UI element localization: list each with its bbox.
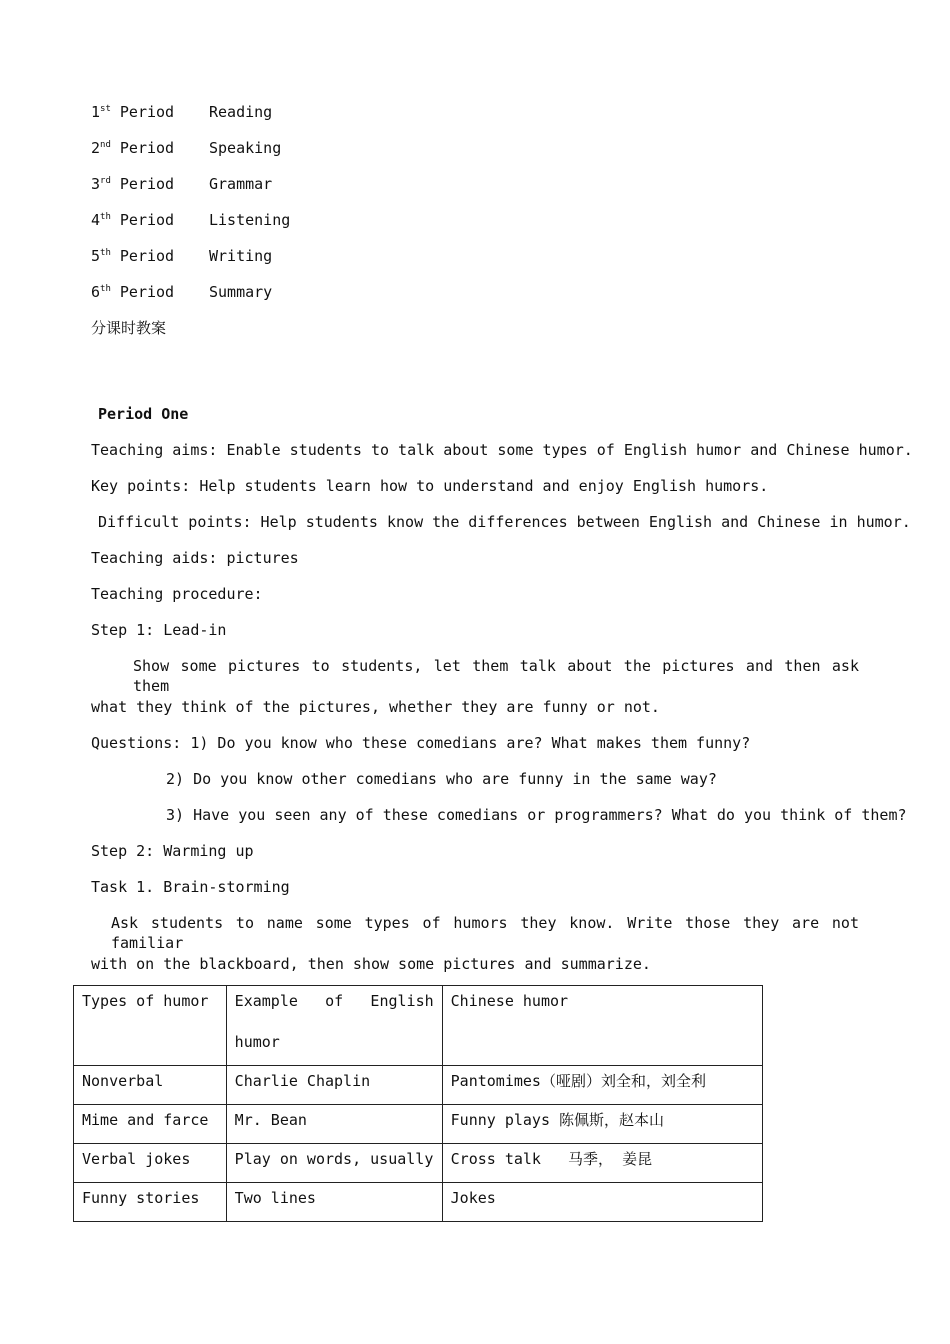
cell-english: Charlie Chaplin bbox=[226, 1066, 442, 1105]
section-title: 分课时教案 bbox=[91, 319, 167, 337]
period-row bbox=[91, 174, 290, 210]
cell-type: Funny stories bbox=[74, 1183, 227, 1222]
table-row bbox=[74, 1105, 763, 1144]
difficult-points: Difficult points: Help students know the differences between English and Chinese in humor. bbox=[98, 513, 911, 531]
period-ordinal: th bbox=[100, 212, 111, 222]
teaching-procedure: Teaching procedure: bbox=[91, 585, 263, 603]
question-3: 3) Have you seen any of these comedians or programmers? What do you think of them? bbox=[166, 806, 907, 824]
period-number: 1 bbox=[91, 103, 101, 121]
period-number: 3 bbox=[91, 175, 101, 193]
period-number: 6 bbox=[91, 283, 101, 301]
period-ordinal: rd bbox=[100, 176, 111, 186]
cell-type: Verbal jokes bbox=[74, 1144, 227, 1183]
period-ordinal: th bbox=[100, 284, 111, 294]
period-word: Period bbox=[119, 139, 175, 157]
question-2: 2) Do you know other comedians who are funny in the same way? bbox=[166, 770, 717, 788]
period-number: 5 bbox=[91, 247, 101, 265]
period-word: Period bbox=[119, 247, 175, 265]
period-word: Period bbox=[119, 175, 175, 193]
teaching-aims: Teaching aims: Enable students to talk about some types of English humor and Chinese humor. bbox=[91, 441, 913, 459]
cell-chinese: Pantomimes（哑剧）刘全和，刘全利 bbox=[442, 1066, 762, 1105]
cell-english: Two lines bbox=[226, 1183, 442, 1222]
cell-type: Nonverbal bbox=[74, 1066, 227, 1105]
task-1-paragraph-line1: Ask students to name some types of humors they know. Write those they are not familiar bbox=[111, 914, 859, 952]
step-1-heading: Step 1: Lead-in bbox=[91, 621, 227, 639]
period-number: 4 bbox=[91, 211, 101, 229]
cell-chinese: Jokes bbox=[442, 1183, 762, 1222]
period-word: Period bbox=[119, 283, 175, 301]
cell-english: Play on words, usually bbox=[226, 1144, 442, 1183]
step-1-paragraph-line1: Show some pictures to students, let them talk about the pictures and then ask them bbox=[133, 657, 859, 695]
table-row bbox=[74, 1183, 763, 1222]
period-ordinal: nd bbox=[100, 140, 111, 150]
cell-chinese: Cross talk 马季， 姜昆 bbox=[442, 1144, 762, 1183]
period-word: Period bbox=[119, 103, 175, 121]
period-name: Speaking bbox=[209, 139, 282, 157]
teaching-aids: Teaching aids: pictures bbox=[91, 549, 299, 567]
task-1-paragraph-line2: with on the blackboard, then show some pictures and summarize. bbox=[91, 955, 651, 973]
period-row bbox=[91, 138, 290, 174]
cell-chinese: Funny plays 陈佩斯，赵本山 bbox=[442, 1105, 762, 1144]
cell-type: Mime and farce bbox=[74, 1105, 227, 1144]
key-points: Key points: Help students learn how to understand and enjoy English humors. bbox=[91, 477, 769, 495]
period-name: Listening bbox=[209, 211, 291, 229]
question-1: Questions: 1) Do you know who these comedians are? What makes them funny? bbox=[91, 734, 751, 752]
period-name: Reading bbox=[209, 103, 273, 121]
period-row bbox=[91, 102, 290, 138]
header-english-humor bbox=[226, 986, 442, 1066]
period-name: Writing bbox=[209, 247, 273, 265]
period-one-title: Period One bbox=[98, 405, 189, 423]
period-number: 2 bbox=[91, 139, 101, 157]
period-row bbox=[91, 210, 290, 246]
period-row bbox=[91, 246, 290, 282]
task-1-heading: Task 1. Brain-storming bbox=[91, 878, 290, 896]
period-ordinal: st bbox=[100, 104, 111, 114]
step-2-heading: Step 2: Warming up bbox=[91, 842, 254, 860]
header-types-of-humor: Types of humor bbox=[74, 986, 227, 1066]
period-list bbox=[91, 102, 290, 318]
period-row bbox=[91, 282, 290, 318]
header-english-humor-line2: humor bbox=[234, 1033, 280, 1051]
period-word: Period bbox=[119, 211, 175, 229]
period-ordinal: th bbox=[100, 248, 111, 258]
table-row bbox=[74, 1066, 763, 1105]
table-row bbox=[74, 1144, 763, 1183]
header-english-humor-line1: Example of English bbox=[234, 992, 434, 1010]
period-name: Grammar bbox=[209, 175, 273, 193]
header-chinese-humor: Chinese humor bbox=[442, 986, 762, 1066]
cell-english: Mr. Bean bbox=[226, 1105, 442, 1144]
humor-types-table bbox=[73, 985, 763, 1222]
step-1-paragraph-line2: what they think of the pictures, whether they are funny or not. bbox=[91, 698, 660, 716]
table-header-row bbox=[74, 986, 763, 1066]
period-name: Summary bbox=[209, 283, 273, 301]
